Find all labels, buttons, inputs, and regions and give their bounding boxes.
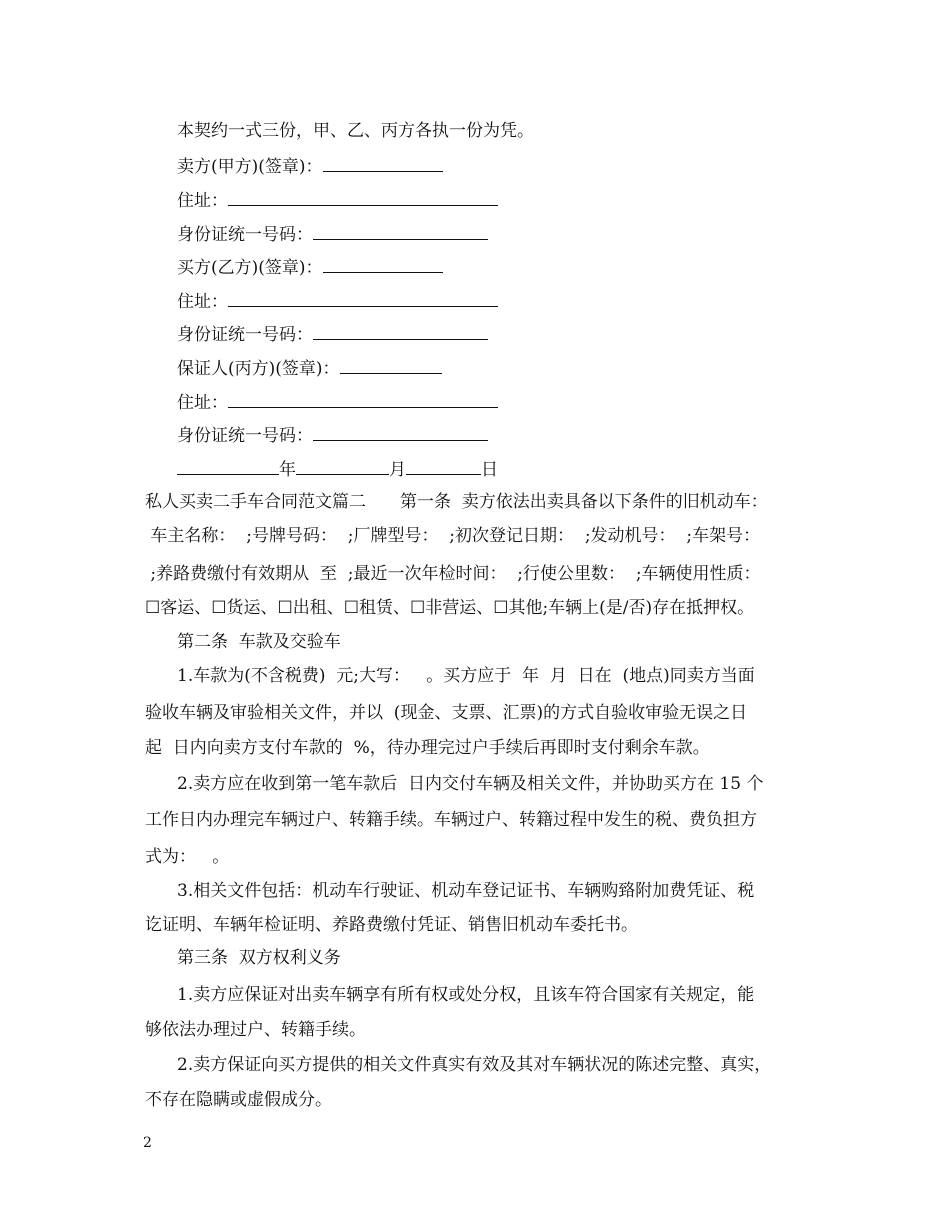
article2-para3-line1: 3.相关文件包括：机动车行驶证、机动车登记证书、车辆购臵附加费凭证、税 [177, 881, 755, 901]
seller-id-line [177, 221, 488, 247]
buyer-id-blank [313, 321, 488, 340]
buyer-sign-blank [323, 254, 443, 273]
article3-para2-line2: 不存在隐瞒或虚假成分。 [145, 1090, 332, 1110]
vehicle-usage-line: ☐客运、☐货运、☐出租、☐租赁、☐非营运、☐其他;车辆上(是/否)存在抵押权。 [145, 598, 755, 618]
buyer-id-line [177, 321, 488, 347]
date-line [177, 456, 498, 482]
day-label: 日 [481, 460, 498, 480]
seller-address-line [177, 187, 498, 213]
article3-title: 第三条 双方权利义务 [177, 948, 341, 968]
article2-para2-line2: 工作日内办理完车辆过户、转籍手续。车辆过户、转籍过程中发生的税、费负担方 [145, 810, 757, 830]
buyer-address-line [177, 288, 498, 314]
seller-address-label: 住址： [177, 191, 228, 211]
buyer-address-blank [228, 288, 498, 307]
buyer-address-label: 住址： [177, 292, 228, 312]
guarantor-sign-line [177, 355, 442, 381]
month-blank [296, 456, 389, 475]
article3-para1-line1: 1.卖方应保证对出卖车辆享有所有权或处分权，且该车符合国家有关规定，能 [177, 985, 755, 1005]
guarantor-sign-label: 保证人(丙方)(签章)： [177, 359, 340, 379]
seller-id-blank [313, 221, 488, 240]
page-number: 2 [143, 1135, 152, 1151]
article2-para1-line2: 验收车辆及审验相关文件，并以 (现金、支票、汇票)的方式自验收审验无误之日 [145, 703, 748, 723]
guarantor-address-line [177, 389, 498, 415]
buyer-sign-label: 买方(乙方)(签章)： [177, 258, 323, 278]
guarantor-address-blank [228, 389, 498, 408]
guarantor-id-line [177, 422, 488, 448]
buyer-id-label: 身份证统一号码： [177, 325, 313, 345]
vehicle-info-line-2: ;养路费缴付有效期从 至 ;最近一次年检时间： ;行使公里数： ;车辆使用性质： [145, 564, 761, 584]
article2-para1-line1: 1.车款为(不含税费) 元;大写： 。买方应于 年 月 日在 (地点)同卖方当面 [177, 666, 755, 686]
contract-title-and-article1: 私人买卖二手车合同范文篇二 第一条 卖方依法出卖具备以下条件的旧机动车： [145, 492, 768, 512]
vehicle-info-line-1: 车主名称： ;号牌号码： ;厂牌型号： ;初次登记日期： ;发动机号： ;车架号： [145, 526, 761, 546]
buyer-sign-line [177, 254, 443, 280]
year-blank [177, 456, 279, 475]
article2-para2-line3: 式为： 。 [145, 847, 230, 867]
guarantor-id-blank [313, 422, 488, 441]
article2-para2-line1: 2.卖方应在收到第一笔车款后 日内交付车辆及相关文件，并协助买方在 15 个 [177, 774, 764, 794]
article2-para3-line2: 讫证明、车辆年检证明、养路费缴付凭证、销售旧机动车委托书。 [145, 915, 638, 935]
year-label: 年 [279, 460, 296, 480]
guarantor-id-label: 身份证统一号码： [177, 426, 313, 446]
guarantor-address-label: 住址： [177, 393, 228, 413]
seller-sign-label: 卖方(甲方)(签章)： [177, 157, 323, 177]
article3-para2-line1: 2.卖方保证向买方提供的相关文件真实有效及其对车辆状况的陈述完整、真实， [177, 1055, 772, 1075]
seller-sign-line [177, 153, 443, 179]
seller-sign-blank [323, 153, 443, 172]
month-label: 月 [389, 460, 406, 480]
seller-address-blank [228, 187, 498, 206]
day-blank [406, 456, 481, 475]
copies-clause: 本契约一式三份，甲、乙、丙方各执一份为凭。 [177, 121, 534, 141]
article3-para1-line2: 够依法办理过户、转籍手续。 [145, 1020, 366, 1040]
guarantor-sign-blank [340, 355, 442, 374]
article2-title: 第二条 车款及交验车 [177, 632, 341, 652]
article2-para1-line3: 起 日内向卖方支付车款的 %，待办理完过户手续后再即时支付剩余车款。 [145, 738, 710, 758]
seller-id-label: 身份证统一号码： [177, 225, 313, 245]
